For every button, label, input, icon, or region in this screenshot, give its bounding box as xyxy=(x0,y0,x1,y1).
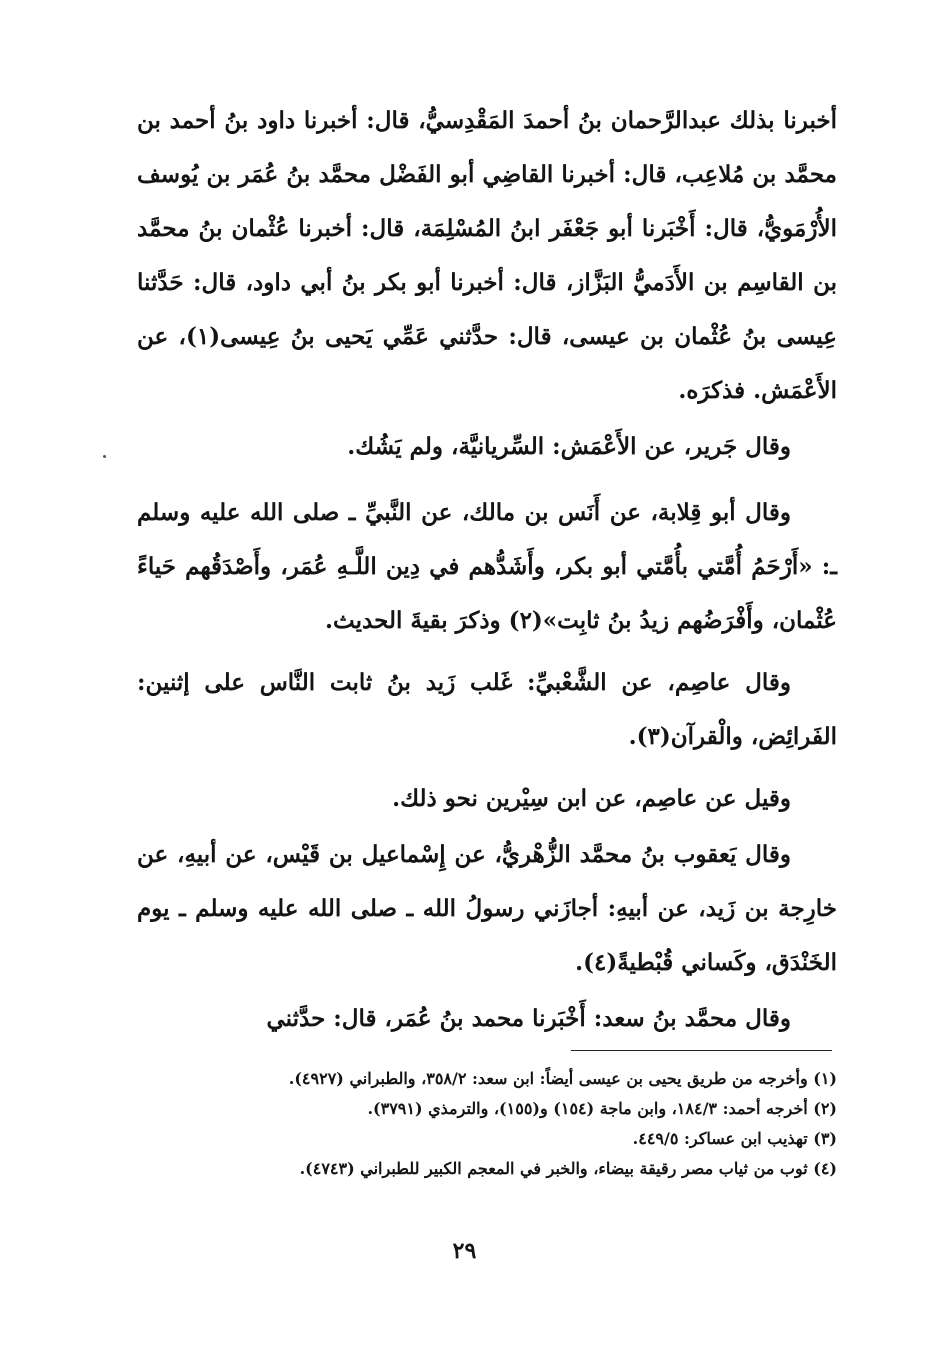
footnotes-section xyxy=(137,1064,837,1184)
footnote-1: (١) وأخرجه من طريق يحيى بن عيسى أيضاً: ابن سعد: ٣٥٨/٢، والطبراني (٤٩٢٧). xyxy=(288,1069,837,1088)
footnote-separator xyxy=(571,1050,832,1051)
scan-speck xyxy=(103,455,106,458)
paragraph-asim-shabi: وقال عاصِم، عن الشَّعْبيِّ: غَلب زَيد بنُ ثابت النَّاس على إثنين: الفَرائِض، والْقرآن(٣). xyxy=(137,669,837,750)
footnote-3: (٣) تهذيب ابن عساكر: ٤٤٩/٥. xyxy=(632,1129,837,1148)
paragraph-jarir: وقال جَرير، عن الأَعْمَش: السِّريانيَّة، ولم يَشُك. xyxy=(347,433,791,460)
main-text-body xyxy=(137,94,837,1046)
paragraph-abu-qilaba-hadith: وقال أبو قِلابة، عن أَنَس بن مالك، عن النَّبيِّ ـ صلى الله عليه وسلم ـ: «أَرْحَمُ أُمَّتي بأُمَّتي أبو بكر، وأَشَدُّهم في دِين اللَّـهِ عُمَر، وأَصْدَقُهم حَياءً عُثْمان، وأَفْرَضُهم زيدُ بنُ ثابِت»(٢) وذكرَ بقيةَ الحديث. xyxy=(137,499,837,634)
paragraph-yaqub-zuhri: وقال يَعقوب بنُ محمَّد الزُّهْريُّ، عن إِسْماعيل بن قَيْس، عن أبيهِ، عن خارِجة بن زَيد، عن أبيهِ: أجازَني رسولُ الله ـ صلى الله عليه وسلم ـ يوم الخَنْدَق، وكَساني قُبْطيةً(٤). xyxy=(137,841,837,976)
paragraph-ibn-sirin: وقيل عن عاصِم، عن ابن سِيْرين نحو ذلك. xyxy=(392,785,791,812)
footnote-4: (٤) ثوب من ثياب مصر رقيقة بيضاء، والخبر في المعجم الكبير للطبراني (٤٧٤٣). xyxy=(299,1159,837,1178)
paragraph-ibn-sad: وقال محمَّد بنُ سعد: أَخْبَرنا محمد بنُ عُمَر، قال: حدَّثني xyxy=(266,1005,791,1032)
paragraph-isnad-chain: أخبرنا بذلك عبدالرَّحمان بنُ أحمدَ المَقْدِسيُّ، قال: أخبرنا داود بنُ أحمد بن محمَّد بن مُلاعِب، قال: أخبرنا القاضِي أبو الفَضْل محمَّد بنُ عُمَر بن يُوسف الأُرْمَويُّ، قال: أَخْبَرنا أبو جَعْفَر ابنُ المُسْلِمَة، قال: أخبرنا عُثْمان بنُ محمَّد بن القاسِم بن الأَدَميُّ البَزَّاز، قال: أخبرنا أبو بكر بنُ أبي داود، قال: حَدَّثنا عِيسى بنُ عُثْمان بن عيسى، قال: حدَّثني عَمِّي يَحيى بنُ عِيسى(١)، عن الأَعْمَش. فذكرَه. xyxy=(137,107,837,404)
page-number: ٢٩ xyxy=(452,1238,477,1264)
footnote-2: (٢) أخرجه أحمد: ١٨٤/٣، وابن ماجة (١٥٤) و(١٥٥)، والترمذي (٣٧٩١). xyxy=(367,1099,837,1118)
